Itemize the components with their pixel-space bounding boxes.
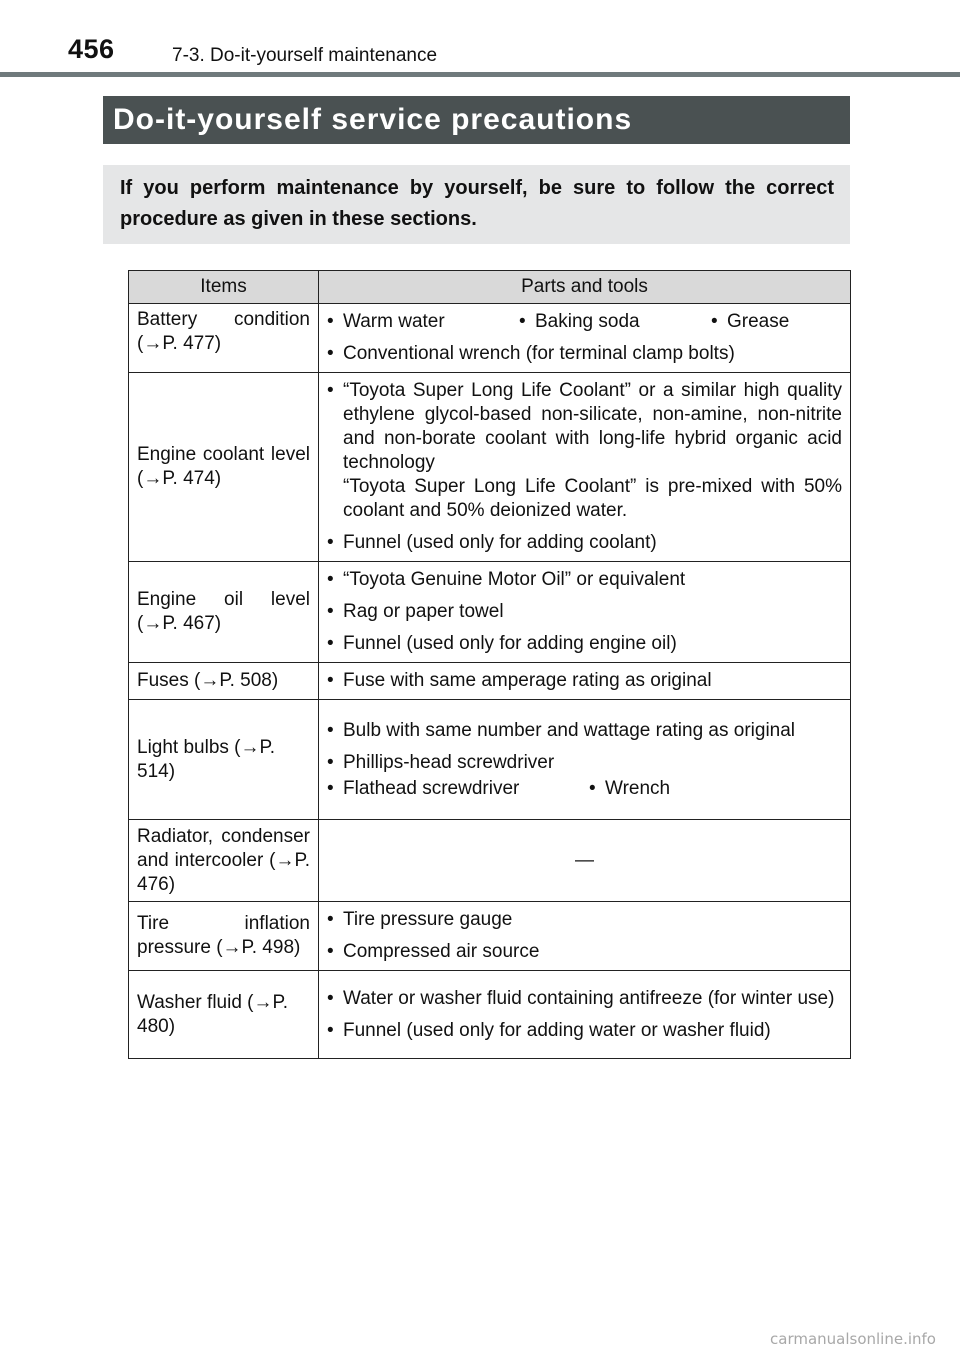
parts-radiator: — — [319, 820, 851, 902]
list-item: • Rag or paper towel — [327, 600, 842, 624]
inline-list — [327, 777, 842, 801]
parts-list — [327, 719, 842, 775]
list-item: • Grease — [711, 310, 789, 334]
watermark: carmanualsonline.info — [770, 1330, 936, 1348]
list-item: • Water or washer fluid containing antifreeze (for winter use) — [327, 987, 842, 1011]
list-item-text: “Toyota Super Long Life Coolant” or a similar high quality ethylene glycol-based non-silicate, non-amine, non-nitrite and non-borate coolant with long-life hybrid organic acid technology — [343, 380, 842, 473]
parts-list — [327, 379, 842, 555]
list-item: • Flathead screwdriver — [327, 777, 589, 801]
page-number: 456 — [68, 34, 115, 64]
table-row — [129, 902, 851, 971]
item-radiator: Radiator, condenser and intercooler (→P. 476) — [129, 820, 319, 902]
item-fuses: Fuses (→P. 508) — [129, 663, 319, 700]
title-bar — [103, 96, 850, 144]
table-row — [129, 971, 851, 1059]
intro-box — [103, 165, 850, 244]
list-item: • Phillips-head screwdriver — [327, 751, 842, 775]
list-item: • Funnel (used only for adding coolant) — [327, 531, 842, 555]
parts-list — [327, 342, 842, 366]
item-tire-inflation: Tire inflation pressure (→P. 498) — [129, 902, 319, 971]
list-item: • Conventional wrench (for terminal clamp bolts) — [327, 342, 842, 366]
list-item: • Funnel (used only for adding water or washer fluid) — [327, 1019, 842, 1043]
list-item: • Wrench — [589, 777, 670, 801]
item-battery: Battery condition (→P. 477) — [129, 304, 319, 373]
intro-text: If you perform maintenance by yourself, be sure to follow the correct procedure as given in these sections. — [120, 177, 834, 230]
table-row — [129, 304, 851, 373]
table-row — [129, 700, 851, 820]
item-engine-oil: Engine oil level (→P. 467) — [129, 562, 319, 663]
parts-engine-oil — [319, 562, 851, 663]
parts-battery — [319, 304, 851, 373]
item-light-bulbs: Light bulbs (→P. 514) — [129, 700, 319, 820]
item-washer-fluid: Washer fluid (→P. 480) — [129, 971, 319, 1059]
table-header-row — [129, 271, 851, 304]
header-rule — [0, 72, 960, 77]
coolant-note: “Toyota Super Long Life Coolant” is pre-mixed with 50% coolant and 50% deionized water. — [343, 476, 842, 521]
list-item: • “Toyota Genuine Motor Oil” or equivalent — [327, 568, 842, 592]
item-coolant: Engine coolant level (→P. 474) — [129, 373, 319, 562]
parts-tire-inflation — [319, 902, 851, 971]
table-row — [129, 663, 851, 700]
list-item: • Compressed air source — [327, 940, 842, 964]
table-row — [129, 820, 851, 902]
page-title: Do-it-yourself service precautions — [113, 103, 633, 136]
column-header-parts: Parts and tools — [319, 271, 851, 304]
page-header — [0, 0, 960, 80]
list-item: • Baking soda — [519, 310, 711, 334]
parts-list — [327, 568, 842, 656]
parts-list — [327, 908, 842, 964]
column-header-items: Items — [129, 271, 319, 304]
parts-fuses — [319, 663, 851, 700]
inline-list — [327, 310, 842, 334]
parts-coolant — [319, 373, 851, 562]
list-item: • Warm water — [327, 310, 519, 334]
parts-list — [327, 669, 842, 693]
parts-list — [327, 987, 842, 1043]
parts-table — [128, 270, 851, 1059]
parts-light-bulbs — [319, 700, 851, 820]
table-row — [129, 373, 851, 562]
table-row — [129, 562, 851, 663]
section-title: 7-3. Do-it-yourself maintenance — [172, 45, 438, 66]
list-item: • Bulb with same number and wattage rating as original — [327, 719, 842, 743]
parts-washer-fluid — [319, 971, 851, 1059]
list-item — [327, 379, 842, 523]
list-item: • Funnel (used only for adding engine oil) — [327, 632, 842, 656]
list-item: • Tire pressure gauge — [327, 908, 842, 932]
list-item: • Fuse with same amperage rating as original — [327, 669, 842, 693]
